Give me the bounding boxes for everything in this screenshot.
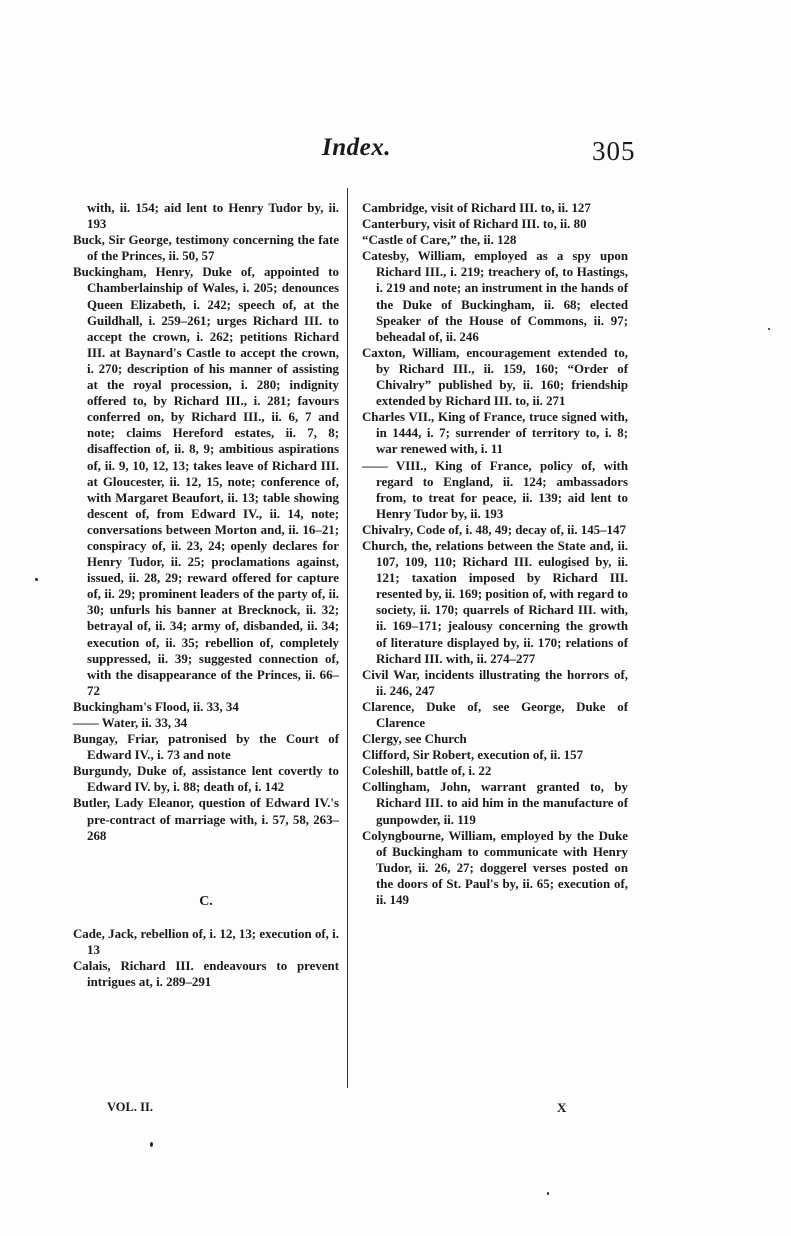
ink-speck bbox=[768, 328, 770, 330]
index-entry: Butler, Lady Eleanor, question of Edward IV.'s pre-contract of marriage with, i. 57, 58, 263–268 bbox=[73, 796, 339, 843]
index-entry: Church, the, relations between the State and, ii. 107, 109, 110; Richard III. eulogised by, ii. 121; taxation imposed by Richard III. resented by, ii. 169; position of, with regard to society, ii. 170; quarrels of Richard III. with, ii. 169–171; jealousy concerning the growth of literature displayed by, ii. 170; relations of Richard III. with, ii. 274–277 bbox=[362, 538, 628, 666]
index-entry: —— VIII., King of France, policy of, with regard to England, ii. 124; ambassadors from, to treat for peace, ii. 139; aid lent to Henry Tudor by, ii. 193 bbox=[362, 458, 628, 521]
index-entry: Catesby, William, employed as a spy upon Richard III., i. 219; treachery of, to Hastings, i. 219 and note; an instrument in the hands of the Duke of Buckingham, ii. 68; elected Speaker of the House of Commons, ii. 97; beheadal of, ii. 246 bbox=[362, 249, 628, 344]
index-entry: with, ii. 154; aid lent to Henry Tudor by, ii. 193 bbox=[87, 201, 339, 232]
index-entry: Cambridge, visit of Richard III. to, ii. 127 bbox=[362, 201, 591, 215]
index-entry: Caxton, William, encouragement extended to, by Richard III., ii. 159, 160; “Order of Chivalry” published by, ii. 160; friendship extended by Richard III. to, ii. 271 bbox=[362, 345, 628, 409]
index-entry: Colyngbourne, William, employed by the Duke of Buckingham to communicate with Henry Tudor, ii. 26, 27; doggerel verses posted on the doors of St. Paul's by, ii. 65; execution of, ii. 149 bbox=[362, 828, 628, 908]
index-entry: Calais, Richard III. endeavours to prevent intrigues at, i. 289–291 bbox=[73, 959, 339, 990]
index-column-left bbox=[73, 200, 339, 990]
ink-speck bbox=[35, 578, 38, 581]
index-entry: “Castle of Care,” the, ii. 128 bbox=[362, 233, 517, 248]
index-entries-right bbox=[362, 200, 628, 908]
index-entry: Clifford, Sir Robert, execution of, ii. 157 bbox=[362, 748, 584, 763]
page-number: 305 bbox=[592, 136, 636, 166]
index-entry: Bungay, Friar, patronised by the Court of Edward IV., i. 73 and note bbox=[73, 732, 339, 763]
volume-label: VOL. II. bbox=[107, 1100, 153, 1114]
index-entry: Clarence, Duke of, see George, Duke of Clarence bbox=[362, 699, 628, 730]
index-entry: Coleshill, battle of, i. 22 bbox=[362, 764, 492, 779]
index-entry: Buckingham's Flood, ii. 33, 34 bbox=[73, 699, 239, 714]
ink-speck bbox=[150, 1142, 153, 1147]
ink-speck bbox=[547, 1192, 549, 1195]
index-entry: Burgundy, Duke of, assistance lent covertly to Edward IV. by, i. 88; death of, i. 142 bbox=[73, 764, 339, 795]
index-entry: Clergy, see Church bbox=[362, 732, 467, 747]
index-entry: Civil War, incidents illustrating the horrors of, ii. 246, 247 bbox=[362, 667, 628, 698]
index-entry: Chivalry, Code of, i. 48, 49; decay of, ii. 145–147 bbox=[362, 522, 626, 537]
index-entry: Canterbury, visit of Richard III. to, ii. 80 bbox=[362, 217, 587, 232]
signature-mark: X bbox=[557, 1100, 567, 1115]
index-entry: Charles VII., King of France, truce signed with, in 1444, i. 7; surrender of territory to, i. 8; war renewed with, i. 11 bbox=[362, 410, 628, 457]
index-entry: Buckingham, Henry, Duke of, appointed to Chamberlainship of Wales, i. 205; denounces Queen Elizabeth, i. 242; speech of, at the Guildhall, i. 259–261; urges Richard III. to accept the crown, i. 262; petitions Richard III. at Baynard's Castle to accept the crown, i. 270; description of his manner of assisting at the royal procession, i. 280; indignity offered to, by Richard III., i. 281; favours conferred on, by Richard III., ii. 6, 7 and note; claims Hereford estates, ii. 7, 8; disaffection of, ii. 8, 9; ambitious aspirations of, ii. 9, 10, 12, 13; takes leave of Richard III. at Gloucester, ii. 12, 15, note; conference of, with Margaret Beaufort, ii. 13; table showing descent of, from Edward IV., ii. 14, note; conversations between Morton and, ii. 16–21; conspiracy of, ii. 23, 24; openly declares for Henry Tudor, ii. 25; proclamations against, issued, ii. 28, 29; reward offered for capture of, ii. 29; prominent leaders of the party of, ii. 30; unfurls his banner at Brecknock, ii. 32; betrayal of, ii. 34; army of, disbanded, ii. 34; execution of, ii. 35; rebellion of, completely suppressed, ii. 39; suggested connection of, with the disappearance of the Princes, ii. 66–72 bbox=[73, 265, 339, 698]
running-title: Index. bbox=[322, 134, 391, 161]
section-letter: C. bbox=[199, 893, 213, 909]
index-entry: Collingham, John, warrant granted to, by Richard III. to aid him in the manufacture of gunpowder, ii. 119 bbox=[362, 780, 628, 827]
index-entry: Buck, Sir George, testimony concerning the fate of the Princes, ii. 50, 57 bbox=[73, 233, 339, 264]
index-column-right bbox=[362, 200, 628, 908]
index-entry: —— Water, ii. 33, 34 bbox=[73, 716, 188, 730]
index-entry: Cade, Jack, rebellion of, i. 12, 13; execution of, i. 13 bbox=[73, 926, 339, 957]
index-entries-c bbox=[73, 926, 339, 990]
column-divider bbox=[347, 188, 348, 1088]
index-entries-left bbox=[73, 200, 339, 844]
